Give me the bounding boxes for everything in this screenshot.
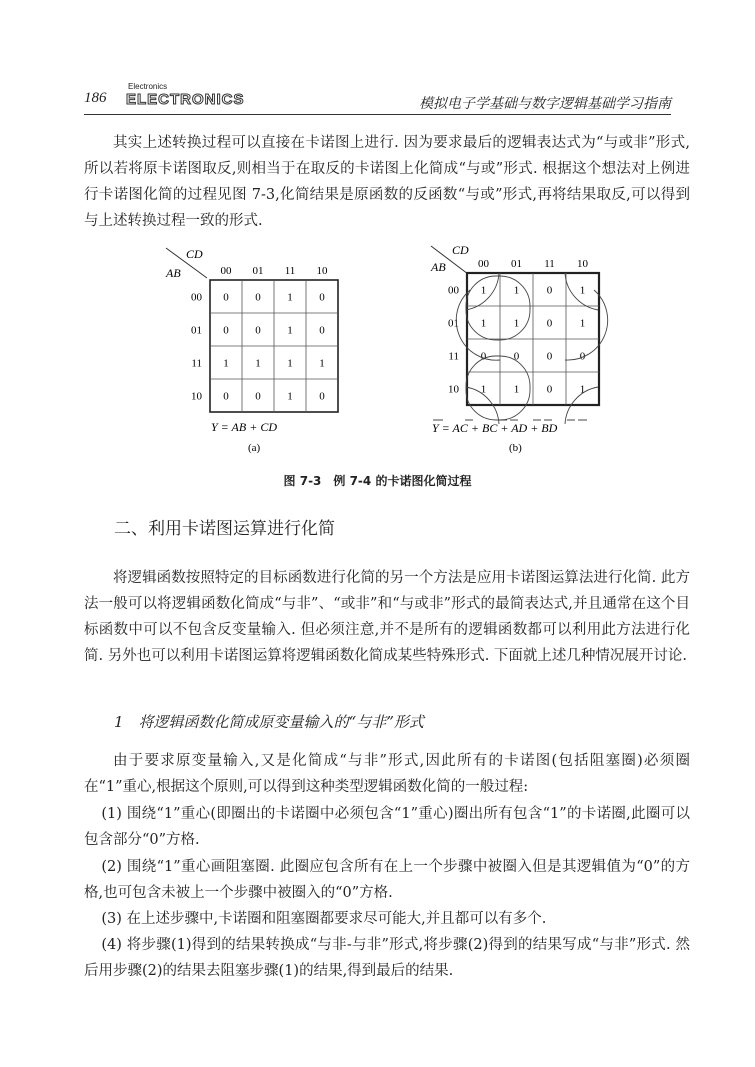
map-b-expression: Y = AC + BC + AD + BD xyxy=(432,421,558,435)
subsection-paragraph: 由于要求原变量输入,又是化简成“与非”形式,因此所有的卡诺图(包括阻塞圈)必须圈在“1”重心,根据这个原则,可以得到这种类型逻辑函数化简的一般过程: xyxy=(84,753,690,795)
map_b-cell: 1 xyxy=(480,284,487,297)
map-a-expression: Y = AB + CD xyxy=(211,420,277,434)
karnaugh-map-b xyxy=(430,243,608,454)
intro-paragraph: 其实上述转换过程可以直接在卡诺图上进行. 因为要求最后的逻辑表达式为“与或非”形式,所以若将原卡诺图取反,则相当于在取反的卡诺图上化简成“与或”形式. 根据这个想法对上例进行卡诺图化简的过程见图 7-3,化简结果是原函数的反函数“与或”形式,再将结果取反,可以得到与上述转换过程一致的形式. xyxy=(84,135,690,229)
brand-small: Electronics xyxy=(128,82,168,91)
step-3: (3) 在上述步骤中,卡诺圈和阻塞圈都要求尽可能大,并且都可以有多个. xyxy=(101,911,547,927)
map_b-row-header: 11 xyxy=(448,350,459,363)
map_b-row-header: 00 xyxy=(448,284,459,297)
map-b-label: (b) xyxy=(509,442,522,454)
map_b-cell: 1 xyxy=(480,383,487,396)
map_b-col-header: 11 xyxy=(544,258,555,270)
map_b-cell: 0 xyxy=(513,350,520,363)
subsection-heading: 1 将逻辑函数化简成原变量输入的“与非”形式 xyxy=(114,713,424,731)
map_b-col-header: 10 xyxy=(577,258,588,270)
map-a-grid xyxy=(191,265,338,412)
brand-logo: ELECTRONICS xyxy=(126,91,245,108)
map_b-cell: 0 xyxy=(546,383,553,396)
map_a-cell: 0 xyxy=(319,324,325,337)
map_b-cell: 1 xyxy=(579,317,586,330)
book-title: 模拟电子学基础与数字逻辑基础学习指南 xyxy=(419,96,671,112)
map_a-col-header: 10 xyxy=(316,265,328,277)
map-b-row-var: AB xyxy=(431,260,446,274)
section-heading: 二、利用卡诺图运算进行化简 xyxy=(114,519,335,539)
map_b-cell: 0 xyxy=(546,317,553,330)
map_a-row-header: 01 xyxy=(191,324,202,337)
map_a-col-header: 01 xyxy=(252,265,264,277)
step-4: (4) 将步骤(1)得到的结果转换成“与非-与非”形式,将步骤(2)得到的结果写成“与非”形式. 然后用步骤(2)的结果去阻塞步骤(1)的结果,得到最后的结果. xyxy=(84,937,690,979)
header-rule xyxy=(84,114,671,115)
map_b-cell: 0 xyxy=(480,350,487,363)
map_b-cell: 0 xyxy=(579,350,586,363)
map_a-cell: 1 xyxy=(287,324,293,337)
map_a-cell: 1 xyxy=(319,357,325,370)
karnaugh-figure xyxy=(0,240,755,455)
section-paragraph: 将逻辑函数按照特定的目标函数进行化简的另一个方法是应用卡诺图运算法进行化简. 此方法一般可以将逻辑函数化简成“与非”、“或非”和“与或非”形式的最简表达式,并且通常在这个目标函数中可以不包含反变量输入. 但必须注意,并不是所有的逻辑函数都可以利用此方法进行化简. 另外也可以利用卡诺图运算将逻辑函数化简成某些特殊形式. 下面就上述几种情况展开讨论. xyxy=(84,570,690,664)
map-b-grid xyxy=(448,258,599,405)
group-circle-bottom-left xyxy=(466,356,530,420)
map_b-row-header: 10 xyxy=(448,383,459,396)
map_b-col-header: 01 xyxy=(511,258,522,270)
karnaugh-map-a xyxy=(165,247,338,454)
map_a-cell: 1 xyxy=(287,390,293,403)
map_a-cell: 0 xyxy=(319,390,325,403)
map_a-cell: 1 xyxy=(223,357,229,370)
map_a-cell: 0 xyxy=(319,291,325,304)
group-circle-top-left xyxy=(466,276,530,340)
map_b-cell: 0 xyxy=(546,284,553,297)
map_a-cell: 0 xyxy=(223,390,229,403)
map_a-col-header: 11 xyxy=(284,265,296,277)
map_a-cell: 0 xyxy=(255,291,261,304)
map-a-col-var: CD xyxy=(186,247,203,261)
map_a-col-header: 00 xyxy=(220,265,232,277)
map_b-cell: 1 xyxy=(579,383,586,396)
map_a-row-header: 11 xyxy=(191,357,202,370)
map-b-col-var: CD xyxy=(452,243,469,257)
map_b-col-header: 00 xyxy=(478,258,489,270)
map_a-cell: 1 xyxy=(287,291,293,304)
map_b-row-header: 01 xyxy=(448,317,459,330)
figure-caption: 图 7-3 例 7-4 的卡诺图化简过程 xyxy=(283,474,472,488)
map_a-cell: 1 xyxy=(287,357,293,370)
step-1: (1) 围绕“1”重心(即圈出的卡诺圈中必须包含“1”重心)圈出所有包含“1”的卡诺圈,此圈可以包含部分“0”方格. xyxy=(84,806,690,848)
map_a-cell: 0 xyxy=(223,324,229,337)
map_b-cell: 1 xyxy=(480,317,487,330)
map_a-cell: 0 xyxy=(223,291,229,304)
page-number: 186 xyxy=(84,90,107,106)
map_a-cell: 1 xyxy=(255,357,261,370)
map_b-cell: 1 xyxy=(513,383,520,396)
map-a-row-var: AB xyxy=(166,266,181,280)
map-a-label: (a) xyxy=(248,442,261,454)
map_b-cell: 0 xyxy=(546,350,553,363)
map_a-cell: 0 xyxy=(255,390,261,403)
map_b-cell: 1 xyxy=(579,284,586,297)
group-arc-e xyxy=(456,290,500,360)
map_a-row-header: 10 xyxy=(191,390,202,403)
map_a-row-header: 00 xyxy=(191,291,202,304)
group-arc-f xyxy=(565,290,608,360)
step-2: (2) 围绕“1”重心画阻塞圈. 此圈应包含所有在上一个步骤中被圈入但是其逻辑值为“0”的方格,也可包含未被上一个步骤中被圈入的“0”方格. xyxy=(84,859,690,901)
map_a-cell: 0 xyxy=(255,324,261,337)
map_b-cell: 1 xyxy=(513,317,520,330)
map_b-cell: 1 xyxy=(513,284,520,297)
